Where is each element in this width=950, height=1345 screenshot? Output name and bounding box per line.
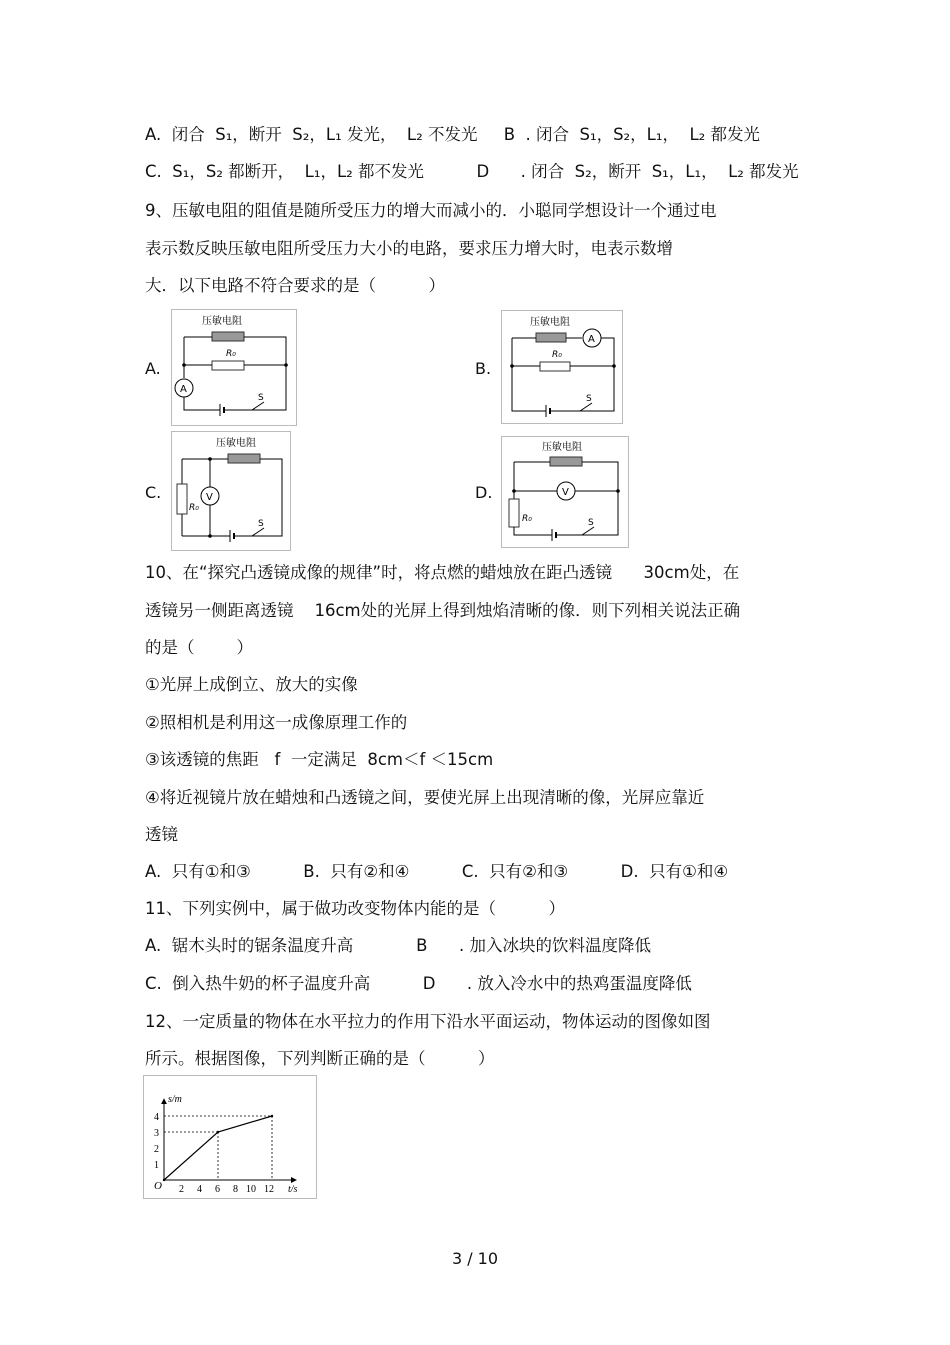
x-tick-label: 2 bbox=[179, 1184, 184, 1195]
ammeter-label: A bbox=[180, 384, 187, 395]
voltmeter-label: V bbox=[562, 487, 569, 498]
r0-label: R₀ bbox=[552, 350, 562, 360]
y-tick-label: 3 bbox=[154, 1128, 159, 1139]
q8-option-cd: C. S₁，S₂ 都断开， L₁，L₂ 都不发光 D . 闭合 S₂，断开 S₁，L₁， L₂ 都发光 bbox=[145, 162, 799, 181]
sensor-label: 压敏电阻 bbox=[542, 442, 582, 453]
origin-label: O bbox=[154, 1180, 162, 1192]
data-point bbox=[217, 1131, 219, 1133]
q11-line-1: 11、下列实例中，属于做功改变物体内能的是（ ） bbox=[145, 899, 565, 918]
circuit-diagram-d bbox=[501, 436, 629, 548]
data-point bbox=[163, 1179, 165, 1181]
x-axis-label: t/s bbox=[288, 1184, 298, 1195]
r0-resistor bbox=[177, 484, 187, 514]
page-number: 3 / 10 bbox=[451, 1249, 499, 1268]
q10-statement-1: ①光屏上成倒立、放大的实像 bbox=[145, 675, 358, 694]
q11-option-cd: C. 倒入热牛奶的杯子温度升高 D . 放入冷水中的热鸡蛋温度降低 bbox=[145, 974, 692, 993]
pressure-sensor bbox=[228, 454, 260, 463]
q10-options: A. 只有①和③ B. 只有②和④ C. 只有②和③ D. 只有①和④ bbox=[145, 862, 729, 881]
q10-statement-2: ②照相机是利用这一成像原理工作的 bbox=[145, 713, 408, 732]
r0-resistor bbox=[509, 499, 519, 527]
switch-label: S bbox=[588, 518, 594, 528]
q11-option-ab: A. 锯木头时的锯条温度升高 B . 加入冰块的饮料温度降低 bbox=[145, 936, 651, 955]
ammeter-label: A bbox=[588, 334, 595, 345]
q9-line-1: 9、压敏电阻的阻值是随所受压力的增大而减小的．小聪同学想设计一个通过电 bbox=[145, 201, 717, 220]
y-tick-label: 2 bbox=[154, 1144, 159, 1155]
switch-label: S bbox=[586, 394, 592, 404]
pressure-sensor bbox=[212, 332, 244, 341]
voltmeter-label: V bbox=[206, 492, 213, 503]
pressure-sensor bbox=[536, 333, 566, 342]
q9-line-2: 表示数反映压敏电阻所受压力大小的电路，要求压力增大时，电表示数增 bbox=[145, 239, 673, 258]
pressure-sensor bbox=[550, 457, 582, 466]
x-tick-label: 4 bbox=[197, 1184, 202, 1195]
sensor-label: 压敏电阻 bbox=[202, 316, 242, 327]
s-t-graph bbox=[143, 1075, 317, 1199]
q9-line-3: 大．以下电路不符合要求的是（ ） bbox=[145, 276, 445, 295]
q10-line-3: 的是（ ） bbox=[145, 638, 253, 657]
r0-label: R₀ bbox=[189, 503, 199, 513]
r0-resistor bbox=[212, 361, 244, 370]
q9-option-c-label: C. bbox=[145, 483, 162, 502]
x-tick-label: 12 bbox=[264, 1184, 274, 1195]
q8-option-ab: A. 闭合 S₁，断开 S₂，L₁ 发光， L₂ 不发光 B . 闭合 S₁，S₂，L₁， L₂ 都发光 bbox=[145, 125, 761, 144]
q10-statement-3: ③该透镜的焦距 f 一定满足 8cm＜f ＜15cm bbox=[145, 750, 494, 769]
sensor-label: 压敏电阻 bbox=[216, 438, 256, 449]
q10-line-2: 透镜另一侧距离透镜 16cm处的光屏上得到烛焰清晰的像．则下列相关说法正确 bbox=[145, 601, 741, 620]
circuit-diagram-b bbox=[501, 310, 623, 424]
data-point bbox=[271, 1115, 273, 1117]
q10-statement-4-cont: 透镜 bbox=[145, 825, 178, 844]
x-tick-label: 10 bbox=[246, 1184, 256, 1195]
sensor-label: 压敏电阻 bbox=[530, 317, 570, 328]
q9-option-d-label: D. bbox=[475, 483, 493, 502]
r0-resistor bbox=[540, 362, 570, 371]
q9-option-a-label: A. bbox=[145, 359, 161, 378]
q12-line-1: 12、一定质量的物体在水平拉力的作用下沿水平面运动，物体运动的图像如图 bbox=[145, 1012, 711, 1031]
switch-label: S bbox=[258, 393, 264, 403]
circuit-diagram-c bbox=[171, 431, 291, 551]
q12-line-2: 所示。根据图像，下列判断正确的是（ ） bbox=[145, 1049, 495, 1068]
y-tick-label: 4 bbox=[154, 1112, 159, 1123]
r0-label: R₀ bbox=[522, 514, 532, 524]
circuit-diagram-a bbox=[171, 309, 297, 426]
r0-label: R₀ bbox=[226, 349, 236, 359]
x-tick-label: 8 bbox=[233, 1184, 238, 1195]
q10-line-1: 10、在“探究凸透镜成像的规律”时，将点燃的蜡烛放在距凸透镜 30cm处，在 bbox=[145, 563, 740, 582]
q10-statement-4: ④将近视镜片放在蜡烛和凸透镜之间，要使光屏上出现清晰的像，光屏应靠近 bbox=[145, 788, 705, 807]
y-axis-label: s/m bbox=[168, 1094, 182, 1106]
y-tick-label: 1 bbox=[154, 1160, 159, 1171]
switch-label: S bbox=[258, 519, 264, 529]
q9-option-b-label: B. bbox=[475, 359, 492, 378]
x-tick-label: 6 bbox=[215, 1184, 220, 1195]
